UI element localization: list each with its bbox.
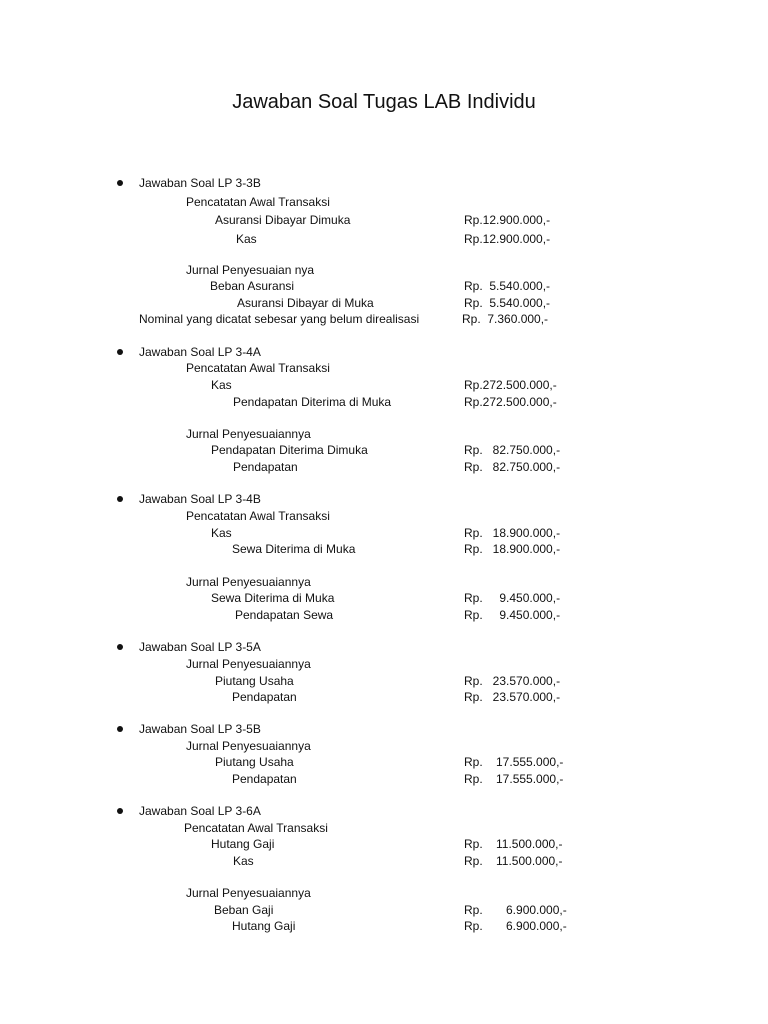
line-label: Hutang Gaji [232,919,296,933]
line-label: Pencatatan Awal Transaksi [186,195,330,209]
bullet-icon [117,180,123,186]
line-amount: Rp. 17.555.000,- [464,755,564,769]
line-amount: Rp.272.500.000,- [464,395,557,409]
section-heading: Jawaban Soal LP 3-6A [139,804,261,818]
line-label: Kas [236,232,257,246]
line-label: Jurnal Penyesuaiannya [186,739,311,753]
line-label: Asuransi Dibayar Dimuka [215,213,351,227]
line-amount: Rp. 5.540.000,- [464,296,551,310]
line-amount: Rp. 23.570.000,- [464,690,561,704]
line-label: Asuransi Dibayar di Muka [237,296,374,310]
line-amount: Rp. 23.570.000,- [464,674,561,688]
line-label: Pencatatan Awal Transaksi [186,361,330,375]
line-label: Pencatatan Awal Transaksi [184,821,328,835]
line-amount: Rp. 9.450.000,- [464,591,561,605]
line-label: Pendapatan [232,772,297,786]
line-amount: Rp. 11.500.000,- [464,854,563,868]
bullet-icon [117,496,123,502]
line-amount: Rp.12.900.000,- [464,232,551,246]
bullet-icon [117,808,123,814]
line-label: Pencatatan Awal Transaksi [186,509,330,523]
line-label: Pendapatan [232,690,297,704]
line-label: Kas [211,526,232,540]
document-title: Jawaban Soal Tugas LAB Individu [232,91,536,113]
line-label: Beban Asuransi [210,279,295,293]
line-label: Sewa Diterima di Muka [232,542,356,556]
line-label: Sewa Diterima di Muka [211,591,335,605]
line-amount: Rp. 9.450.000,- [464,608,561,622]
line-amount: Rp. 11.500.000,- [464,837,563,851]
section-heading: Jawaban Soal LP 3-5A [139,640,261,654]
line-label: Pendapatan Sewa [235,608,334,622]
line-label: Beban Gaji [214,903,274,917]
line-label: Pendapatan [233,460,298,474]
bullet-icon [117,726,123,732]
line-amount: Rp. 82.750.000,- [464,460,561,474]
section-heading: Jawaban Soal LP 3-4B [139,492,261,506]
section-heading: Jawaban Soal LP 3-5B [139,722,261,736]
line-label: Pendapatan Diterima di Muka [233,395,392,409]
line-amount: Rp. 18.900.000,- [464,526,561,540]
line-label: Piutang Usaha [215,755,294,769]
line-amount: Rp. 5.540.000,- [464,279,551,293]
line-amount: Rp. 7.360.000,- [462,312,549,326]
line-amount: Rp. 6.900.000,- [464,919,567,933]
line-amount: Rp.12.900.000,- [464,213,551,227]
section-heading: Jawaban Soal LP 3-3B [139,176,261,190]
line-label: Jurnal Penyesuaian nya [186,263,315,277]
line-label: Kas [211,378,232,392]
line-label: Jurnal Penyesuaiannya [186,886,311,900]
line-label: Hutang Gaji [211,837,275,851]
line-label: Jurnal Penyesuaiannya [186,427,311,441]
line-amount: Rp. 6.900.000,- [464,903,567,917]
line-amount: Rp. 82.750.000,- [464,443,561,457]
line-label: Jurnal Penyesuaiannya [186,657,311,671]
section-heading: Jawaban Soal LP 3-4A [139,345,261,359]
line-label: Kas [233,854,254,868]
line-amount: Rp. 17.555.000,- [464,772,564,786]
line-label: Nominal yang dicatat sebesar yang belum direalisasi [139,312,420,326]
line-label: Pendapatan Diterima Dimuka [211,443,368,457]
bullet-icon [117,644,123,650]
line-label: Jurnal Penyesuaiannya [186,575,311,589]
line-label: Piutang Usaha [215,674,294,688]
line-amount: Rp.272.500.000,- [464,378,557,392]
line-amount: Rp. 18.900.000,- [464,542,561,556]
bullet-icon [117,349,123,355]
